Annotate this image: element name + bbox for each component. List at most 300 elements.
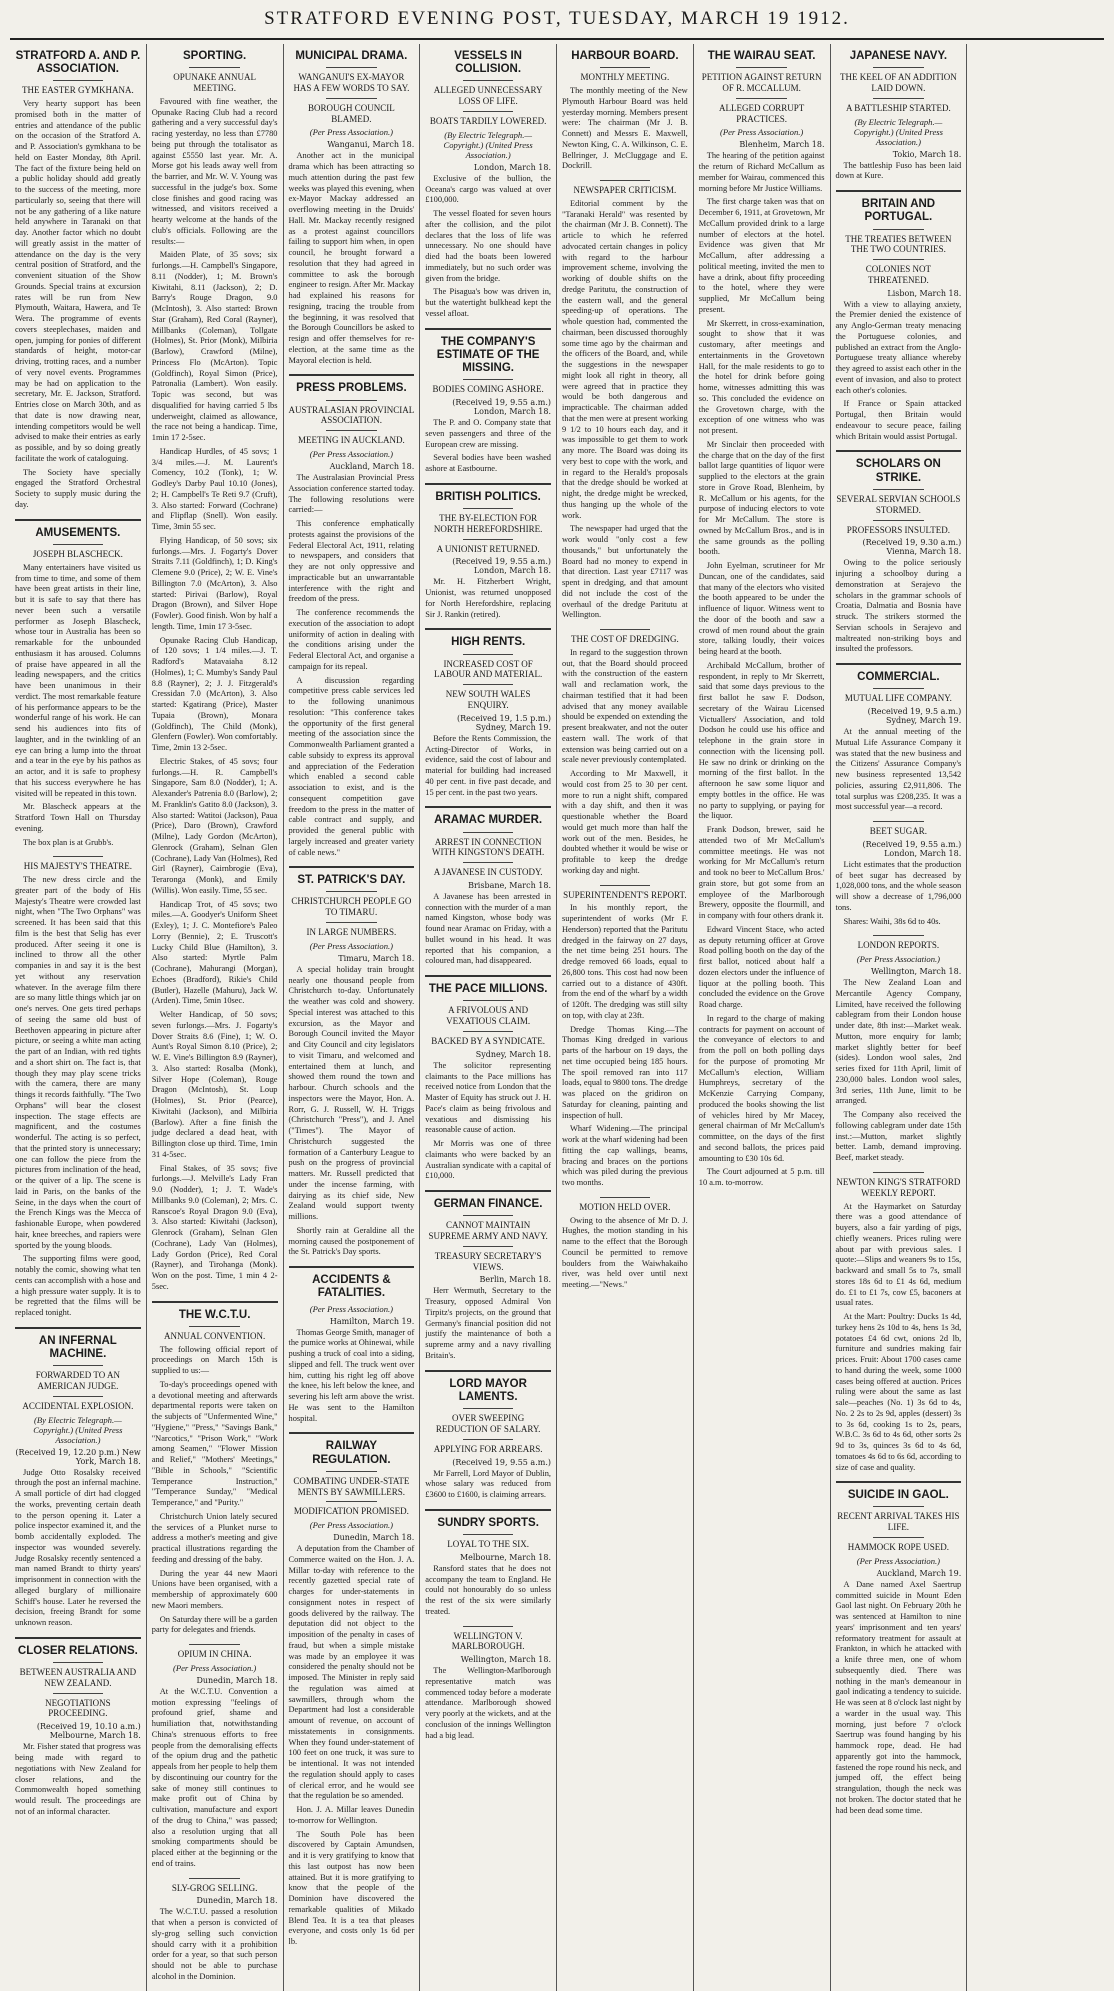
- article-subheading: INCREASED COST OF LABOUR AND MATERIAL.: [433, 658, 543, 680]
- dateline: Dunedin, March 18.: [333, 1533, 415, 1543]
- subhead-rule: [189, 1878, 239, 1879]
- subhead-rule: [53, 856, 103, 857]
- article-headline: GERMAN FINANCE.: [433, 1198, 543, 1211]
- article-paragraph: The Court adjourned at 5 p.m. till 10 a.m. to-morrow.: [698, 1167, 825, 1188]
- article-subheading: WANGANUI'S EX-MAYOR HAS A FEW WORDS TO SAY.: [293, 72, 410, 94]
- article-paragraph: At the W.C.T.U. Convention a motion expressing "feelings of profound grief, shame and humiliation that, notwithstanding China's strenuous efforts to free people from the demoralising effects of the opium drug and the pathetic appeals from her people to help them by discontinuing our country for the sake of money still continues to make profit out of China by cultivation, manufacture and export of the drug to China," was passed; also a resolution urging that all smoking compartments should be placed either at the beginning or the end of trains.: [151, 1686, 278, 1868]
- dateline: (Received 19, 9.55 a.m.): [452, 1457, 551, 1467]
- article-subheading: MUTUAL LIFE COMPANY.: [844, 693, 952, 704]
- article-paragraph: In his monthly report, the superintendent of works (Mr F. Henderson) reported that the Paritutu dredged in the fairway on 27 days, the net time being 251 hours. The dredge removed 66 loads, equal to 26,800 tons. This cost had now been carried out to a distance of 430ft. from the end of the wharf by a width of 120ft. The dredging was still silty on top, with clay at 23ft.: [562, 903, 688, 1020]
- article: [152, 1878, 278, 1983]
- article-divider: [425, 483, 551, 485]
- article-divider: [836, 1481, 962, 1483]
- article-paragraph: Edward Vincent Stace, who acted as deputy returning officer at Grove Road polling booth on the day of the first ballot, noticed about half a dozen electors under the influence of liquor at the polling booth. This concluded the evidence on the Grove Road charge.: [698, 924, 825, 1010]
- article: [289, 50, 415, 366]
- dateline: Hamilton, March 19.: [329, 1316, 415, 1326]
- article-paragraph: Mr. H. Fitzherbert Wright, Unionist, was returned unopposed for North Herefordshire, replacing Sir J. Rankin (retired).: [425, 577, 551, 619]
- subhead-rule: [873, 688, 923, 689]
- article-headline: BRITISH POLITICS.: [435, 490, 541, 503]
- subhead-rule: [326, 67, 376, 68]
- article-subheading: THE COST OF DREDGING.: [570, 634, 679, 645]
- article: [15, 50, 141, 511]
- article-subheading: LONDON REPORTS.: [857, 940, 940, 951]
- article-paragraph: Before the Rents Commission, the Acting-Director of Works, in evidence, said the cost of labour and material for building had increased 40 per cent. in five past decade, and 15 per cent. in the past two years.: [425, 733, 551, 797]
- article-subheading: THE EASTER GYMKHANA.: [22, 85, 134, 96]
- article-paragraph: Welter Handicap, of 50 sovs; seven furlongs.—Mrs. J. Fogarty's Dover Straits 8.6 (Fine), 1; W. O. Aunt's Royal Simon 8.10 (Price), 2; W. E. Vine's Billington 8.9 (Rayner), 3. Also started: Rosalba (Monk), Silver Hope (Coleman), Rouge Dragon (McIntosh), St. Loup (Holmes), St. Prior (Pearce), Kiwitahi (Jackson), and Milbiria (Barlow). After a fine finish the judge declared a dead heat, with Billington close up third. Time, 1min 31 4-5sec.: [151, 1010, 278, 1159]
- subhead-rule: [326, 98, 376, 99]
- column-2: [147, 44, 284, 1991]
- article-headline: THE W.C.T.U.: [178, 1308, 251, 1321]
- article-subheading: IN LARGE NUMBERS.: [306, 927, 397, 938]
- article-headline: CLOSER RELATIONS.: [17, 1644, 138, 1657]
- article-paragraph: On Saturday there will be a garden party for delegates and friends.: [151, 1614, 278, 1635]
- article-paragraph: Mr Sinclair then proceeded with the charge that on the day of the first ballot large quantities of liquor were supplied to the electors at the grain store in Grove Road, Blenheim, by R. McCallum or his agents, for the purpose of inducing electors to vote for Mr McCallum. The store is owned by McCallum Bros., and is in the same grounds as the polling booth.: [698, 439, 825, 557]
- subhead-rule: [189, 67, 239, 68]
- article-paragraph: The first charge taken was that on December 6, 1911, at Grovetown, Mr McCallum provided drink to a large number of electors at the hotel. Evidence was given that Mr McCallum, after addressing a political meeting, invited the men to have a drink, about fifty proceeding to the hotel, where they were supplied, Mr McCallum being present.: [698, 197, 825, 314]
- article-subheading: SLY-GROG SELLING.: [171, 1882, 258, 1893]
- article-subheading: ARREST IN CONNECTION WITH KINGSTON'S DEATH.: [432, 836, 545, 858]
- subhead-rule: [463, 539, 513, 540]
- column-6: [694, 44, 831, 1991]
- article: [425, 1626, 551, 1742]
- article-divider: [289, 1432, 415, 1434]
- article-paragraph: In regard to the suggestion thrown out, that the Board should proceed with the construction of the eastern wall and reclamation work, the chairman testified that it had been advised that any money available should be expended on extending the present breakwater, and not the outer eastern wall. The work of that extension was being carried out on a scale never previously contemplated.: [562, 647, 688, 765]
- article: [289, 1432, 415, 1948]
- subhead-rule: [326, 1471, 376, 1472]
- dateline: (Received 19, 1.5 p.m.) Sydney, March 19.: [456, 713, 551, 732]
- article: [425, 1190, 551, 1362]
- article: [562, 180, 688, 621]
- column-3: [284, 44, 421, 1991]
- article: [289, 1266, 415, 1424]
- subhead-rule: [463, 684, 513, 685]
- dateline: Tokio, March 18.: [892, 149, 962, 159]
- article-headline: SCHOLARS ON STRIKE.: [855, 458, 941, 484]
- article-subheading: SUPERINTENDENT'S REPORT.: [563, 889, 687, 900]
- subhead-rule: [463, 654, 513, 655]
- subhead-rule: [736, 98, 786, 99]
- press-credit: (Per Press Association.): [309, 1520, 394, 1531]
- subhead-rule: [873, 935, 923, 936]
- article-divider: [425, 1190, 551, 1192]
- subhead-rule: [873, 1172, 923, 1173]
- article-divider: [836, 450, 962, 452]
- article-paragraph: The following official report of proceedings on March 15th is supplied to us:—: [151, 1344, 278, 1376]
- subhead-rule: [326, 891, 376, 892]
- article-paragraph: Editorial comment by the "Taranaki Herald" was resented by the chairman (Mr J. B. Connett). The article to which he referred advocated certain changes in policy with regard to the harbour improvement scheme, involving the working of double shifts on the dredge Paritutu, the construction of the eastern wall, and the general speeding-up of operations. The whole question had, commented the chairman, been discussed thoroughly some time ago by the chairman and the officers of the Board, and, while the suggestions in the newspaper might look all right in theory, all were agreed that in practice they would be both dangerous and impracticable. The chairman added that the men were at present working 9 1/2 to 10 hours each day, and it was impossible to get them to work any more. The Board was doing its very best to cope with the work, and in regard to the Herald's proposals that the dredge should be worked at night, the dredge might be wrecked, thus hanging up the whole of the work.: [562, 198, 688, 520]
- press-credit: (Per Press Association.): [309, 449, 394, 460]
- article-divider: [425, 806, 551, 808]
- article-paragraph: During the year 44 new Maori Unions have been organised, with a membership of approximately 600 new Maori members.: [151, 1568, 278, 1610]
- article-subheading: PROFESSORS INSULTED.: [846, 524, 950, 535]
- subhead-rule: [463, 832, 513, 833]
- dateline: London, March 18.: [473, 162, 551, 172]
- subhead-rule: [600, 1197, 650, 1198]
- article-subheading: MODIFICATION PROMISED.: [293, 1506, 409, 1517]
- article-paragraph: Several bodies have been washed ashore at Eastbourne.: [425, 453, 551, 474]
- article: [425, 975, 551, 1182]
- article-subheading: BOATS TARDILY LOWERED.: [429, 116, 547, 127]
- article-paragraph: Wharf Widening.—The principal work at the wharf widening had been fitting the cap wallings, beams, bracing and braces on the portions which was piled during the previous two months.: [562, 1124, 688, 1188]
- article-paragraph: Handicap Hurdles, of 45 sovs; 1 3/4 miles.—J. M. Laurent's Comency, 10.2 (Tonk), 1; W. Godley's Darby Paul 10.10 (Jones), 2; H. Campbell's Te Reti 9.7 (Cruft), 3. Also started: Forward (Cochrane) and Flipflap (Snell). Won easily. Time, 3min 55 sec.: [151, 446, 278, 532]
- article: [15, 519, 141, 849]
- article: [562, 629, 688, 877]
- press-credit: (Per Press Association.): [309, 940, 394, 951]
- article-subheading: ALLEGED UNNECESSARY LOSS OF LIFE.: [433, 85, 543, 107]
- article-paragraph: Shortly rain at Geraldine all the morning caused the postponement of the St. Patrick's Day sports.: [288, 1225, 415, 1257]
- subhead-rule: [463, 508, 513, 509]
- article-paragraph: In regard to the charge of making contracts for payment on account of the conveyance of electors to and from the poll on both polling days for the purpose of promoting Mr McCallum's election, William Humphreys, secretary of the McKenzie Carrying Company, produced the books showing the list of vehicles hired by Mr Macey, general chairman of Mr McCallum's committee, on the days of the first and second ballots, the prices paid amounting to £30 10s 6d.: [698, 1013, 825, 1163]
- article-divider: [289, 866, 415, 868]
- dateline: Wellington, March 18.: [871, 967, 962, 977]
- article-paragraph: Maiden Plate, of 35 sovs; six furlongs.—H. Campbell's Singapore, 8.11 (Nodder), 1; M. Brown's Kiwitahi, 8.11 (Jackson), 2; D. Barry's Rouge Dragon, 9.0 (McIntosh), 3. Also started: Brown Star (Graham), Red Coral (Rayner), Millbanks (Coleman), Tollgate (Holmes), St. Prior (Monk), Milbiria (Barlow), Crawford (Milne), Princess Flo (McArton). Topic (Goldfinch), Royal Simon (Price), Patronalia (Lambert). Won easily. Topic was second, but was disqualified for having carried 5 lbs underweight, claimed as allowance, the race not being a handicap. Time, 1min 17 2-5sec.: [151, 250, 278, 443]
- article-subheading: MEETING IN AUCKLAND.: [298, 435, 405, 446]
- article: [562, 1197, 688, 1291]
- article-paragraph: The Company also received the following cablegram under date 15th inst.:—Mutton, market slightly better. Lamb, demand improving. Beef, market steady.: [835, 1110, 962, 1163]
- article-subheading: OVER SWEEPING REDUCTION OF SALARY.: [435, 1413, 541, 1434]
- article-subheading: ALLEGED CORRUPT PRACTICES.: [719, 102, 805, 124]
- article-paragraph: At the annual meeting of the Mutual Life Assurance Company it was stated that the new business and the Citizens' Assurance Company's new business represented 13,542 policies, assuring £2,911,806. The total surplus was £208,235. It was a most successful year—a record.: [835, 727, 962, 812]
- article-divider: [425, 1370, 551, 1372]
- subhead-rule: [873, 67, 923, 68]
- article-paragraph: The Australasian Provincial Press Association conference started today. The following resolutions were carried:—: [288, 473, 415, 515]
- article-paragraph: Christchurch Union lately secured the services of a Plunket nurse to address a mother's meeting and give practical illustrations regarding the feeding and dressing of the baby.: [151, 1511, 278, 1564]
- article-paragraph: The Society have specially engaged the Stratford Orchestral Society to supply music during the day.: [15, 467, 141, 509]
- subhead-rule: [873, 259, 923, 260]
- subhead-rule: [463, 1031, 513, 1032]
- article-paragraph: Mr. Blascheck appears at the Stratford Town Hall on Thursday evening.: [15, 802, 141, 833]
- article-subheading: THE BY-ELECTION FOR NORTH HEREFORDSHIRE.: [433, 513, 543, 534]
- article-paragraph: At the Haymarket on Saturday there was a good attendance of buyers, also a fair yarding of pigs, chiefly weaners. Prices ruling were about par with previous sales. I quote:—Slips and weaners 9s to 15s, backward and small 5s to 7s, small stores 18s 6d to £1 4s 6d, medium do. £1 to £1 7s, cow £5, baconers at usual rates.: [835, 1201, 962, 1308]
- press-credit: (Per Press Association.): [856, 954, 941, 965]
- article-paragraph: The conference recommends the execution of the association to adopt uniformity of action in dealing with the conditions arising under the Federal Electoral Act, and organise a campaign for its repeal.: [288, 608, 415, 671]
- article-paragraph: At the Mart: Poultry: Ducks 1s 4d, turkey hens 2s 10d to 4s, hens 1s 3d, potatoes £4 6d cwt, onions 2d lb, furniture and sundries making fair prices. Fruit: About 1700 cases came to hand during the week, some 1000 cases being offered at auction. Prices ruling were about the same as last sale—peaches (No. 1) 3s 6d to 4s, No. 2 2s to 2s 9d, apples (dessert) 3s to 3s 6d, cooking 1s to 2s, pears, W.B.C. 3s 6d to 4s 6d, other sorts 2s 9d to 3s, quinces 3s 6d to 4s 6d, tomatoes 4s 6d to 6s 6d, according to size of case and quality.: [835, 1312, 962, 1472]
- article-subheading: THE KEEL OF AN ADDITION LAID DOWN.: [840, 72, 957, 94]
- article: [836, 1172, 962, 1473]
- article-paragraph: The box plan is at Grubb's.: [23, 837, 114, 847]
- article-headline: HIGH RENTS.: [451, 636, 526, 649]
- subhead-rule: [463, 1408, 513, 1409]
- article-paragraph: Handicap Trot, of 45 sovs; two miles.—A. Goodyer's Uniform Sheet (Exley), 1; J. C. Montefiore's Paleo Lorry (Bennie), 2; E. Truscott's Lucky Child Blue (Hamilton), 3. Also started: Myrtle Palm (Cochrane), Mahurangi (Morgan), Echoes (Bradford), Rikie's Child (Butler), Hazelle (Mahuru), Jack W. (Arden). Time, 5min 10sec.: [151, 899, 278, 1006]
- subhead-rule: [873, 229, 923, 230]
- article-subheading: FORWARDED TO AN AMERICAN JUDGE.: [35, 1370, 120, 1392]
- subhead-rule: [600, 67, 650, 68]
- article: [562, 885, 688, 1189]
- article-subheading: BEET SUGAR.: [869, 826, 928, 837]
- dateline: Timaru, March 18.: [338, 953, 415, 963]
- article-paragraph: John Eyelman, scrutineer for Mr Duncan, one of the candidates, said that many of the electors who visited the booth appeared to be under the influence of liquor. Witness went to the door of the booth and saw a crowd of men round about the grain store, talking loudly, their voices being heard at the booth.: [698, 561, 825, 657]
- article-divider: [425, 328, 551, 330]
- article-paragraph: Ransford states that he does not accompany the team to England. He could not honourably do so unless the rest of the six were similarly treated.: [425, 1563, 551, 1616]
- article-paragraph: Licht estimates that the production of beet sugar has decreased by 1,028,000 tons, and the whole season will show a decrease of 1,796,000 tons.: [835, 859, 962, 912]
- dateline: Dunedin, March 18.: [196, 1896, 278, 1906]
- article-paragraph: The supporting films were good, notably the comic, showing what ten cents can accomplish with a hose and a high pressure water supply. It is to be regretted that the films will be replaced tonight.: [15, 1254, 141, 1318]
- article-paragraph: Judge Otto Rosalsky received through the post an infernal machine. A small porticle of dirt had clogged the works, preventing certain death to the person opening it. Later a police inspector examined it, and the bomb accidentally exploded. The inspector was wounded severely. Judge Rosalsky recently sentenced a man named Brandt to thirty years' imprisonment in connection with the alleged burglary of millionaire Schiff's house. Later he reversed the decision, freeing Brandt for some unknown reason.: [15, 1467, 141, 1628]
- subhead-rule: [873, 489, 923, 490]
- subhead-rule: [463, 1626, 513, 1627]
- article-subheading: TREASURY SECRETARY'S VIEWS.: [434, 1250, 542, 1272]
- article: [562, 50, 688, 172]
- article: [836, 1481, 962, 1816]
- article-paragraph: The W.C.T.U. passed a resolution that when a person is convicted of sly-grog selling such conviction should carry with it a prohibition order for a year, so that such person should not be able to purchase alcohol in the Dominion.: [151, 1907, 278, 1981]
- article-headline: VESSELS IN COLLISION.: [454, 50, 522, 76]
- article-paragraph: Another act in the municipal drama which has been attracting so much attention during the past few weeks was played this evening, when ex-Mayor Mackay addressed an overflowing meeting in the Druids' Hall. Mr. Mackay recently resigned as a protest against councillors failing to support him when, in open council, he brought forward a resolution that they had agreed in committee to ask the borough engineer to resign. After Mr. Mackay had explained his reasons for resigning, tracing the trouble from the beginning, it was resolved that the Borough Councillors be asked to resign and offer themselves for re-election, at the same time as the Mayoral election is held.: [288, 151, 415, 365]
- article-paragraph: The monthly meeting of the New Plymouth Harbour Board was held yesterday morning. Members present were: The chairman (Mr J. B. Connett) and Messrs E. Maxwell, Newton King, C. A. Wilkinson, C. E. Bellringer, J. McCluggage and E. Dockrill.: [562, 86, 688, 171]
- subhead-rule: [600, 885, 650, 886]
- dateline: (Received 19, 9.55 a.m.) London, March 18.: [862, 839, 962, 858]
- dateline: (Received 19, 9.55 a.m.) London, March 18.: [452, 398, 551, 417]
- article: [836, 450, 962, 655]
- article: [836, 190, 962, 442]
- article: [152, 1644, 278, 1870]
- article-headline: THE COMPANY'S ESTIMATE OF THE MISSING.: [436, 335, 540, 375]
- subhead-rule: [600, 629, 650, 630]
- press-credit: (Per Press Association.): [172, 1662, 257, 1673]
- press-credit: (By Electric Telegraph.—Copyright.) (United Press Association.): [33, 1414, 123, 1445]
- subhead-rule: [873, 1537, 923, 1538]
- article-subheading: NEWSPAPER CRITICISM.: [573, 185, 677, 196]
- subhead-rule: [463, 1000, 513, 1001]
- article-subheading: JOSEPH BLASCHECK.: [32, 548, 123, 559]
- subhead-rule: [600, 180, 650, 181]
- subhead-rule: [463, 1439, 513, 1440]
- press-credit: (Per Press Association.): [309, 1303, 394, 1314]
- article-divider: [425, 975, 551, 977]
- dateline: Brisbane, March 18.: [468, 880, 551, 890]
- article-headline: ARAMAC MURDER.: [434, 814, 543, 827]
- subhead-rule: [463, 1246, 513, 1247]
- subhead-rule: [326, 430, 376, 431]
- article-paragraph: The new dress circle and the greater part of the body of His Majesty's Theatre were crowded last night, when "The Two Orphans" was screened. It has been said that this film is the best that Selig has ever produced. After seeing it one is inclined to throw all the other companies in and say it is the best yet without any reservation whatever. In the average film there are so many little things which jar on one's nerves. One gets tired perhaps of seeing the same old bust of Beethoven appearing in picture after picture, or seeing a white man acting the part of an Indian, with red tights and a short shirt on. The fact is, that though they may play scene tricks with the camera, there are many things it records faithfully. "The Two Orphans" will bear the closest inspection. The stage effects are magnificent, and the costumes wonderful. The acting is so perfect, that the printed story is unnecessary; one can follow the piece from the pictures from inclination of the head, or the quiver of a lip. The scene is laid in Paris, on the banks of the Seine, in the days when the court of the French Kings was the Mecca of fashionable Europe, when powdered hair, knee breeches, and rapiers were sported by the young bloods.: [15, 875, 141, 1250]
- article: [836, 935, 962, 1164]
- article-paragraph: A deputation from the Chamber of Commerce waited on the Hon. J. A. Millar to-day with reference to the recently gazetted special rate of charges for under-statements in consignment notes in respect of goods delivered by the railway. The deputation did not object to the imposition of the penalty in cases of fraud, but when a simple mistake was made by an employee it was considered the penalty should not be imposed. The Minister in reply said the regulation was aimed at sawmillers, through whom the Department had lost a considerable amount of revenue, on account of misstatements in consignments. When they found under-statement of 100 feet on one truck, it was sure to be intentional. It was not intended the regulation should apply to cases of clerical error, and he would see that the regulation be so amended.: [288, 1544, 415, 1801]
- article-headline: HARBOUR BOARD.: [571, 50, 679, 62]
- subhead-rule: [53, 544, 103, 545]
- article-subheading: APPLYING FOR ARREARS.: [433, 1443, 543, 1454]
- column-1: [10, 44, 147, 1991]
- article-paragraph: If France or Spain attacked Portugal, then Britain would endeavour to secure peace, failing which Britain would assist Portugal.: [835, 399, 962, 441]
- article-subheading: ACCIDENTAL EXPLOSION.: [22, 1400, 134, 1411]
- subhead-rule: [873, 1506, 923, 1507]
- article-paragraph: Dredge Thomas King.—The Thomas King dredged in various parts of the harbour on 19 days, the net time occupied being 185 hours. The spoil removed ran into 117 loads, equal to 9800 tons. The dredge was placed on the gridiron on Saturday for cleaning, painting and inspection of hull.: [562, 1024, 688, 1120]
- article-paragraph: A Dane named Axel Saertrup committed suicide in Mount Eden Gaol last night. On February 20th he was sentenced at Hamilton to nine years' imprisonment and ten years' reformatory treatment for assault at Frankton, in which he attacked with a knife three men, one of whom subsequently died. There was nothing in the man's demeanour in gaol indicating a tendency to suicide. He was seen at 8 o'clock last night by a warder in the usual way. This morning, just before 7 o'clock Saertrup was found hanging by his hammock rope, dead. He had apparently got into the hammock, fastened the rope round his neck, and jumped off, the effect being strangulation, though the neck was not broken. The doctor stated that he had been dead some time.: [835, 1579, 962, 1815]
- article-subheading: CANNOT MAINTAIN SUPREME ARMY AND NAVY.: [428, 1220, 548, 1242]
- article: [425, 1509, 551, 1618]
- article-paragraph: The newspaper had urged that the work would "only cost a few thousands," but unfortunately the Board had no money to expend in that direction. Last year £7117 was spent in dredging, and that amount did not include the cost of the overhaul of the dredge Paritutu at Wellington.: [562, 524, 688, 620]
- article-headline: BRITAIN AND PORTUGAL.: [861, 198, 936, 224]
- article-paragraph: Archibald McCallum, brother of respondent, in reply to Mr Skerrett, said that some days previous to the first ballot he saw F. Dodson, secretary of the Wairau Licensed Victuallers' Association, and told Dodson he could use his office and telephone in the grain store in connection with the licensing poll. He saw no drink or drinking on the morning of the first ballot. In the afternoon he saw some liquor and empty bottles in the office. He was no party to supplying, or paying for the liquor.: [698, 660, 825, 821]
- press-credit: (By Electric Telegraph.—Copyright.) (United Press Association.): [443, 129, 533, 160]
- article-paragraph: Very hearty support has been promised both in the matter of entries and attendance of the public on the occasion of the Stratford A. and P. Association's gymkhana to be held on Easter Monday, 8th April. The fact of the fixture being held on a public holiday should add greatly to the success of the meeting, more particularly so, seeing that there will not be any gathering of a like nature held anywhere in Taranaki on that day. Another factor which no doubt will greatly assist in the matter of attendance on the day is the very central position of Stratford, and the convenient situation of the Show Grounds. Special trains at excursion rates will be run from New Plymouth, Waitara, Hawera, and Te Wera. The programme of events covers steeplechases, maiden and open, jumping for ponies of different standards of height, motor-car driving, trotting races, and a number of very novel events. Programmes may be had on application to the secretary, Mr. E. Jackson, Stratford. Entries close on March 30th, and as that date is now drawing near, intending competitors would be well advised to make their entries as early as possible, and by so doing greatly facilitate the work of cataloguing.: [15, 99, 141, 463]
- article-subheading: A FRIVOLOUS AND VEXATIOUS CLAIM.: [446, 1005, 531, 1027]
- article-subheading: SEVERAL SERVIAN SCHOOLS STORMED.: [836, 493, 961, 515]
- article: [289, 866, 415, 1258]
- article: [289, 374, 415, 858]
- article-paragraph: Mr Farrell, Lord Mayor of Dublin, whose salary was reduced from £3600 to £1600, is claiming arrears.: [425, 1468, 551, 1499]
- article: [836, 821, 962, 927]
- article-paragraph: Thomas George Smith, manager of the pumice works at Ohinewai, while pushing a truck of coal into a siding, slipped and fell. The truck went over him, cutting his right leg off above the knee, his left below the knee, and severing his left arm above the wrist. He was sent to the Hamilton hospital.: [288, 1327, 415, 1423]
- article-subheading: NEGOTIATIONS PROCEEDING.: [45, 1697, 111, 1719]
- article-headline: THE WAIRAU SEAT.: [707, 50, 816, 62]
- article-paragraph: The vessel floated for seven hours after the collision, and the pilot declares that the loss of life was unnecessary. No one should have died had the boats been lowered immediately, but no such order was given from the bridge.: [425, 209, 551, 283]
- article-headline: RAILWAY REGULATION.: [312, 1440, 391, 1466]
- article-headline: JAPANESE NAVY.: [849, 50, 948, 62]
- article: [152, 1301, 278, 1637]
- article-paragraph: Owing to the police seriously injuring a schoolboy during a demonstration at Serajevo the scholars in the grammar schools of Croatia, Dalmatia and Bosnia have struck. The strikers stormed the Servian schools in Serajevo and maltreated non-striking boys and insulted the professors.: [835, 558, 962, 654]
- article-paragraph: Mr Morris was one of three claimants who were backed by an Australian syndicate with a capital of £10,000.: [425, 1139, 551, 1181]
- article-subheading: HAMMOCK ROPE USED.: [847, 1542, 949, 1553]
- dateline: Sydney, March 18.: [475, 1049, 551, 1059]
- article-divider: [15, 1327, 141, 1329]
- subhead-rule: [463, 1215, 513, 1216]
- dateline: (Received 19, 12.20 p.m.) New York, March 18.: [15, 1447, 141, 1466]
- column-5: [557, 44, 694, 1991]
- dateline: Lisbon, March 18.: [887, 288, 962, 298]
- dateline: Melbourne, March 18.: [459, 1552, 551, 1562]
- article-paragraph: Mr Skerrett, in cross-examination, sought to show that it was customary, after meetings and entertainments in the Grovetown Hall, for the male residents to go to the hotel for drink before going home, witnesses admitting this was so. This concluded the evidence on the Grovetown charge, with the exception of one witness who was not present.: [698, 318, 825, 436]
- subhead-rule: [53, 1365, 103, 1366]
- article-subheading: AUSTRALASIAN PROVINCIAL ASSOCIATION.: [288, 404, 415, 426]
- article-paragraph: A discussion regarding competitive press cable services led to the following unanimous resolution: "This conference takes the opportunity of the first general meeting of the association since the Commonwealth Parliament granted a cable subsidy to express its approval and appreciation of the Federation which enabled a second cable association to exist, and is the consequent competition gave freedom to the press in the matter of cable contract and supply, and provided the general public with largely increased and greater variety of cable news.": [288, 675, 415, 857]
- subhead-rule: [189, 1326, 239, 1327]
- article-divider: [152, 1301, 278, 1303]
- dateline: Berlin, March 18.: [479, 1275, 551, 1285]
- column-4: [420, 44, 557, 1991]
- subhead-rule: [53, 80, 103, 81]
- press-credit: (Per Press Association.): [856, 1555, 941, 1566]
- article-divider: [425, 628, 551, 630]
- article-paragraph: Flying Handicap, of 50 sovs; six furlongs.—Mrs. J. Fogarty's Dover Straits 7.11 (Goldfinch), 1; D. King's Clemene 9.0 (Price), 2; W. E. Vine's Billington 7.0 (McArton), 3. Also started: Pirivai (Barlow), Royal Dragon (Brown), and Silver Hope (Fowler). Good finish. Won by half a length. Time, 1min 17 3-5sec.: [151, 535, 278, 631]
- article: [836, 663, 962, 813]
- article-divider: [425, 1509, 551, 1511]
- subhead-rule: [326, 400, 376, 401]
- column-8: [967, 44, 1104, 1991]
- article: [425, 628, 551, 798]
- article-subheading: A UNIONIST RETURNED.: [436, 543, 540, 554]
- dateline: Auckland, March 19.: [876, 1568, 962, 1578]
- article-paragraph: Exclusive of the bullion, the Oceana's cargo was valued at over £100,000.: [425, 173, 551, 205]
- subhead-rule: [873, 520, 923, 521]
- article: [15, 856, 141, 1319]
- article: [425, 50, 551, 320]
- subhead-rule: [463, 1534, 513, 1535]
- article-paragraph: Electric Stakes, of 45 sovs; four furlongs.—H. R. Campbell's Singapore, Sam 8.0 (Nodder), 1; A. Alexander's Patrenia 8.0 (Barlow), 2; M. Franklin's Gatito 8.0 (Jackson), 3. Also started: Watitoi (Jackson), Paua (Price), Daro (Brown), Crawford (Milne), Lady Gordon (McArton), Glenrock (Graham), Selnan Glen (Cochrane), Lady Van (Holmes), Red Girl (Rayner), Cairnbrogie (Eva), Teraronga (Monk), and Emily (Willis). Won easily. Time, 55 sec.: [151, 756, 278, 895]
- article-headline: SUNDRY SPORTS.: [437, 1516, 539, 1529]
- subhead-rule: [463, 111, 513, 112]
- article-paragraph: Favoured with fine weather, the Opunake Racing Club had a record gathering and a very successful day's racing yesterday, no less than £7780 being put through the totalisator as against £5550 last year. Mr. A. Morse got his leads away well from the barrier, and Mr. W. V. Young was successful in the judge's box. Some close finishes and good racing was witnessed, and visitors received a hearty welcome at the hands of the club's officials. Following are the results:—: [151, 96, 278, 246]
- article-subheading: COLONIES NOT THREATENED.: [865, 264, 931, 285]
- dateline: Auckland, March 18.: [329, 462, 415, 472]
- article-paragraph: Many entertainers have visited us from time to time, and some of them have been great artists in their line, but it is safe to say that there has never been such a versatile performer as Joseph Blascheck, whose tour in Australia has been so remarkable for the unbounded enthusiasm it has aroused. Columns of praise have appeared in all the leading newspapers, and the critics have been unanimous in their verdict. The most remarkable feature of his performance appears to be the wonderful range of his work. He can send his audiences into fits of laughter, and in the twinkling of an eye can bring a lump into the throat and a tear in the eye by his pathos as an actor, and it is safe to prophesy that his success everywhere he has visited will be repeated in this town.: [15, 562, 141, 798]
- article-paragraph: A special holiday train brought nearly one thousand people from Christchurch to-day. Unfortunately the weather was cold and showery. Special interest was attached to this excursion, as the Mayor and Borough Council invited the Mayor and City Council and city legislators to visit Timaru, and welcomed and entertained them at lunch, and showed them round the town and harbour. Church schools and the inspectors were the Mayor, Hon. A. Rorr, G. J. Russell, W. H. Triggs (Christchurch "Press"), and J. Anel ("Times"). The Mayor of Christchurch suggested the formation of a Canterbury League to push on the progress of provincial matters. Mr. Russell predicted that under the incense farming, with dairying as its chief side, New Zealand would support twenty millions.: [288, 964, 415, 1222]
- article-subheading: NEW SOUTH WALES ENQUIRY.: [445, 689, 531, 710]
- dateline: (Received 19, 9.30 a.m.) Vienna, March 18.: [862, 538, 962, 557]
- subhead-rule: [53, 1396, 103, 1397]
- article: [15, 1637, 141, 1818]
- subhead-rule: [53, 1662, 103, 1663]
- article-divider: [836, 190, 962, 192]
- article-paragraph: Final Stakes, of 35 sovs; five furlongs.—J. Melville's Lady Fran 9.0 (Nodder), 1; J. T. Wade's Millbanks 9.0 (Coleman), 2; Mrs. C. Ranscoe's Royal Dragon 9.0 (Eva), 3. Also started: Kiwitahi (Jackson), Glenrock (Graham), Selnan Glen (Cochrane), Lady Van (Holmes), Lady Gordon (Price), Red Coral (Rayner), and Tirohanga (Monk). Won on the post. Time, 1 min 4 2-5sec.: [151, 1163, 278, 1291]
- article-subheading: A BATTLESHIP STARTED.: [846, 102, 951, 113]
- subhead-rule: [873, 821, 923, 822]
- masthead: STRATFORD EVENING POST, TUESDAY, MARCH 19 1912.: [10, 0, 1104, 40]
- article-subheading: THE TREATIES BETWEEN THE TWO COUNTRIES.: [845, 233, 952, 255]
- dateline: (Received 19, 9.55 a.m.) London, March 18.: [452, 557, 551, 576]
- subhead-rule: [463, 80, 513, 81]
- article-paragraph: This conference emphatically protests against the provisions of the Federal Electoral Act, 1911, relating to newspapers, and considers that they are not only oppressive and impracticable but an unwarrantable interference with the right and freedom of the press.: [288, 519, 415, 604]
- article-subheading: CHRISTCHURCH PEOPLE GO TO TIMARU.: [291, 896, 412, 918]
- article-paragraph: According to Mr Maxwell, it would cost from 25 to 30 per cent. more to run a night shift, compared with a day shift, and then it was questionable whether the Board would get much more than half the work out of the men. Besides, he doubted whether it would be wise or profitable to keep the dredge working day and night.: [562, 769, 688, 875]
- article-subheading: HIS MAJESTY'S THEATRE.: [23, 861, 132, 872]
- article-subheading: OPUNAKE ANNUAL MEETING.: [173, 72, 256, 94]
- dateline: (Received 19, 9.5 a.m.) Sydney, March 19.: [867, 707, 962, 726]
- article-paragraph: With a view to allaying anxiety, the Premier denied the existence of any Anglo-German treaty menacing the Portuguese colonies, and published an extract from the Anglo-Portuguese treaty alliance whereby they agreed to assist each other in the event of invasion, and also to protect each other's colonies.: [835, 299, 962, 395]
- article-paragraph: Frank Dodson, brewer, said he attended two of Mr McCallum's committee meetings. He was not working for Mr McCallum's return and took no beer to McCallum Bros.' grain store, but got some from an employee of the Marlborough Brewery, opposite the flourmill, and in company with four others drank it.: [698, 825, 825, 921]
- article-paragraph: A Javanese has been arrested in connection with the murder of a man named Kingston, whose body was found near Aramac on Friday, with a bullet wound in his head. It was reported that his companion, a coloured man, had disappeared.: [425, 891, 551, 966]
- article-subheading: A JAVANESE IN CUSTODY.: [433, 867, 543, 878]
- article-paragraph: The P. and O. Company state that seven passengers and three of the European crew are missing.: [425, 418, 551, 449]
- article-divider: [15, 1637, 141, 1639]
- article-subheading: BETWEEN AUSTRALIA AND NEW ZEALAND.: [19, 1667, 137, 1688]
- article-paragraph: The battleship Fuso has been laid down at Kure.: [835, 160, 962, 181]
- article-paragraph: To-day's proceedings opened with a devotional meeting and afterwards departmental reports were taken on the subjects of "Unfermented Wine," "Hygiene," "Press," "Savings Bank," "Narcotics," "Prison Work," "Work among Seamen," "Flower Mission and Relief," "Mothers' Meetings," "Bible in Schools," "Scientific Temperance Instruction," "Temperance Sunday," "Medical Temperance," and "Purity.": [151, 1379, 278, 1508]
- article-headline: AN INFERNAL MACHINE.: [38, 1334, 117, 1361]
- dateline: (Received 19, 10.10 a.m.) Melbourne, March 18.: [36, 1722, 141, 1741]
- dateline: Dunedin, March 18.: [196, 1675, 278, 1685]
- article-paragraph: The New Zealand Loan and Mercantile Agency Company, Limited, have received the following cablegram from their London house under date, 8th inst:—Market weak. Mutton, more enquiry for lamb; market slightly better for beef (sides). London wool sales, 2nd series fixed for 11th April, limit of 230,000 bales. London wool sales, 3rd series, 11th June, limit to be arranged.: [835, 978, 962, 1106]
- article-headline: THE PACE MILLIONS.: [428, 983, 548, 996]
- article-paragraph: Opunake Racing Club Handicap, of 120 sovs; 1 1/4 miles.—J. T. Radford's Matavaiaha 8.12 (Holmes), 1; C. Mumby's Sandy Paul 8.8 (Rayner), 2; J. J. Fitzgerald's Cressidan 7.0 (McArton), 3. Also started: Kgatirang (Price), Master Tupaia (Brown), Monara (Goldfinch), The Child (Monk), Glenfern (Fowler). Won comfortably. Time, 2min 13 2-5sec.: [151, 635, 278, 753]
- article-subheading: OPIUM IN CHINA.: [177, 1649, 252, 1660]
- article: [699, 50, 825, 1189]
- article-subheading: COMBATING UNDER-STATE MENTS BY SAWMILLERS.: [293, 1475, 410, 1497]
- article: [152, 50, 278, 1293]
- subhead-rule: [463, 379, 513, 380]
- article-subheading: LOYAL TO THE SIX.: [447, 1538, 529, 1549]
- article-headline: ST. PATRICK'S DAY.: [297, 874, 406, 887]
- article-paragraph: The Wellington-Marlborough representative match was commenced today before a moderate attendance. Marlborough showed very poorly at the wickets, and at the conclusion of the innings Wellington had a big lead.: [425, 1666, 551, 1740]
- article-divider: [15, 519, 141, 521]
- article-divider: [289, 374, 415, 376]
- article: [836, 50, 962, 182]
- article-paragraph: Owing to the absence of Mr D. J. Hughes, the motion standing in his name to the effect that the Borough Council be permitted to remove boulders from the Waiwhakaiho river, was held over until next meeting.—"News.": [562, 1215, 688, 1290]
- article-paragraph: Shares: Waihi, 38s 6d to 40s.: [843, 916, 941, 926]
- article: [425, 1370, 551, 1501]
- article: [425, 483, 551, 621]
- article-paragraph: Hon. J. A. Millar leaves Dunedin to-morrow for Wellington.: [288, 1805, 415, 1825]
- article-subheading: WELLINGTON V. MARLBOROUGH.: [451, 1630, 525, 1652]
- subhead-rule: [326, 1501, 376, 1502]
- article-subheading: NEWTON KING'S STRATFORD WEEKLY REPORT.: [836, 1176, 961, 1198]
- subhead-rule: [736, 67, 786, 68]
- subhead-rule: [463, 862, 513, 863]
- article-divider: [289, 1266, 415, 1268]
- article-paragraph: Mr. Fisher stated that progress was being made with regard to negotiations with New Zealand for closer relations, and the Commonwealth hoped something would result. The proceedings are not of an informal character.: [15, 1742, 141, 1816]
- article-paragraph: The Pisagua's bow was driven in, but the watertight bulkhead kept the vessel afloat.: [425, 287, 551, 318]
- article-subheading: ANNUAL CONVENTION.: [164, 1330, 266, 1341]
- article: [15, 1327, 141, 1629]
- article-divider: [836, 663, 962, 665]
- article-subheading: PETITION AGAINST RETURN OF R. MCCALLUM.: [701, 72, 822, 94]
- article-headline: STRATFORD A. AND P. ASSOCIATION.: [15, 50, 141, 76]
- newspaper-columns: [10, 44, 1104, 1981]
- article-headline: MUNICIPAL DRAMA.: [295, 50, 408, 62]
- press-credit: (By Electric Telegraph.—Copyright.) (United Press Association.): [853, 116, 943, 147]
- article-subheading: RECENT ARRIVAL TAKES HIS LIFE.: [837, 1511, 960, 1533]
- article-headline: AMUSEMENTS.: [35, 526, 121, 539]
- article-subheading: BACKED BY A SYNDICATE.: [431, 1035, 545, 1046]
- article-subheading: BOROUGH COUNCIL BLAMED.: [307, 102, 395, 124]
